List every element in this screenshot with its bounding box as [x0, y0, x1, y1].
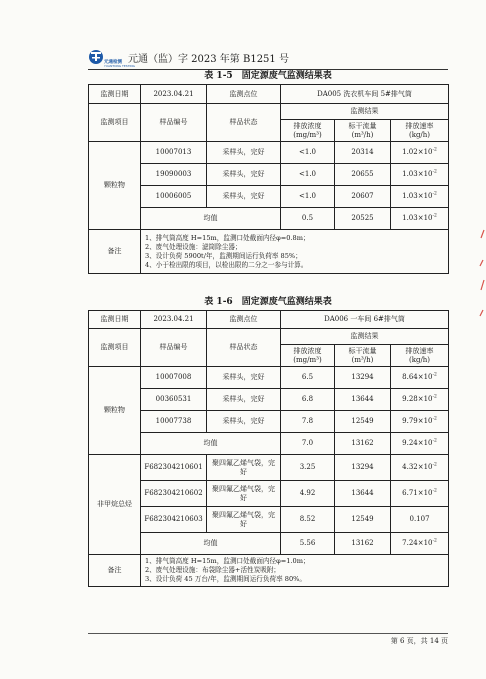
company-logo	[88, 46, 135, 68]
t1-date-label: 监测日期	[89, 85, 141, 104]
table-row: 00360531 采样头，完好 6.8 13644 $9.28\times 10^{-2}$	[89, 389, 449, 411]
t1-sample-state-label: 样品状态	[207, 104, 281, 142]
t2-sample-no-label: 样品编号	[141, 329, 207, 367]
t1-date: 2023.04.21	[141, 85, 207, 104]
table1-title: 表 1-5 固定源废气监测结果表	[204, 71, 332, 81]
t1-result-label: 监测结果	[281, 104, 449, 120]
t2-notes: 1、排气筒高度 H=15m，监测口处截面内径φ=1.0m； 2、废气处理设施：布袋除尘器+活性炭吸附； 3、设计负荷 45 万台/年，监测期间运行负荷率 80%。	[141, 555, 449, 587]
logo-subtext: YUANTONG TESTING	[104, 64, 135, 68]
table1	[88, 84, 449, 274]
t1-avg-row: 均值 0.5 20525 $1.03\times 10^{-2}$	[89, 208, 449, 230]
t2-note-row	[89, 555, 449, 587]
table-row: 非甲烷总烃 F682304210601 聚四氟乙烯气袋，完好 3.25 13294 $4.32\times 10^{-2}$	[89, 455, 449, 481]
t2-item1: 颗粒物	[89, 367, 141, 455]
footer-divider	[88, 633, 448, 634]
t1-col-flow: 标干流量 (m³/h)	[335, 120, 391, 142]
table2-title: 表 1-6 固定源废气监测结果表	[204, 297, 332, 307]
t2-col-conc: 排放浓度 (mg/m³)	[281, 345, 335, 367]
document-id: 元通（监）字 2023 年第 B1251 号	[128, 54, 289, 65]
t2-date-label: 监测日期	[89, 311, 141, 329]
table-row: 颗粒物 10007013 采样头，完好 <1.0 20314 $1.02\times 10^{-2}$	[89, 142, 449, 164]
table2	[88, 310, 449, 587]
t1-note-label: 备注	[89, 230, 141, 274]
t2-avg1-row: 均值 7.0 13162 $9.24\times 10^{-2}$	[89, 433, 449, 455]
t1-col-rate: 排放速率 (kg/h)	[391, 120, 449, 142]
t2-date: 2023.04.21	[141, 311, 207, 329]
table-row: F682304210602 聚四氟乙烯气袋，完好 4.92 13644 $6.71\times 10^{-2}$	[89, 481, 449, 507]
t2-col-rate: 排放速率 (kg/h)	[391, 345, 449, 367]
t2-note-label: 备注	[89, 555, 141, 587]
t1-sample-no-label: 样品编号	[141, 104, 207, 142]
t1-notes: 1、排气筒高度 H=15m，监测口处截面内径φ=0.8m； 2、废气处理设施：滤筒除尘器； 3、设计负荷 5900t/年，监测期间运行负荷率 85%； 4、小于检出限的项目，以检出限的二分之一参与计算。	[141, 230, 449, 274]
t1-item-label: 监测项目	[89, 104, 141, 142]
t2-avg2-row: 均值 5.56 13162 $7.24\times 10^{-2}$	[89, 533, 449, 555]
table-row: 10007738 采样头，完好 7.8 12549 $9.79\times 10^{-2}$	[89, 411, 449, 433]
seal-edge-mark	[478, 220, 486, 340]
t2-site: DA006 一车间 6#排气筒	[281, 311, 449, 329]
t1-site-label: 监测点位	[207, 85, 281, 104]
t2-sample-state-label: 样品状态	[207, 329, 281, 367]
page-header	[88, 44, 448, 68]
t1-item: 颗粒物	[89, 142, 141, 230]
t2-col-flow: 标干流量 (m³/h)	[335, 345, 391, 367]
t2-result-label: 监测结果	[281, 329, 449, 345]
t2-site-label: 监测点位	[207, 311, 281, 329]
table-row: 19090003 采样头，完好 <1.0 20655 $1.03\times 10^{-2}$	[89, 164, 449, 186]
t1-site: DA005 洗衣机车间 5#排气筒	[281, 85, 449, 104]
t1-note-row	[89, 230, 449, 274]
t2-item-label: 监测项目	[89, 329, 141, 367]
t1-col-conc: 排放浓度 (mg/m³)	[281, 120, 335, 142]
t2-item2: 非甲烷总烃	[89, 455, 141, 555]
header-divider	[88, 69, 448, 70]
table-row: 颗粒物 10007008 采样头，完好 6.5 13294 $8.64\times 10^{-2}$	[89, 367, 449, 389]
table-row: F682304210603 聚四氟乙烯气袋，完好 8.52 12549 0.107	[89, 507, 449, 533]
table-row: 10006005 采样头，完好 <1.0 20607 $1.03\times 10^{-2}$	[89, 186, 449, 208]
logo-text: 元通检测	[104, 60, 122, 65]
page-number: 第 6 页，共 14 页	[390, 637, 448, 645]
